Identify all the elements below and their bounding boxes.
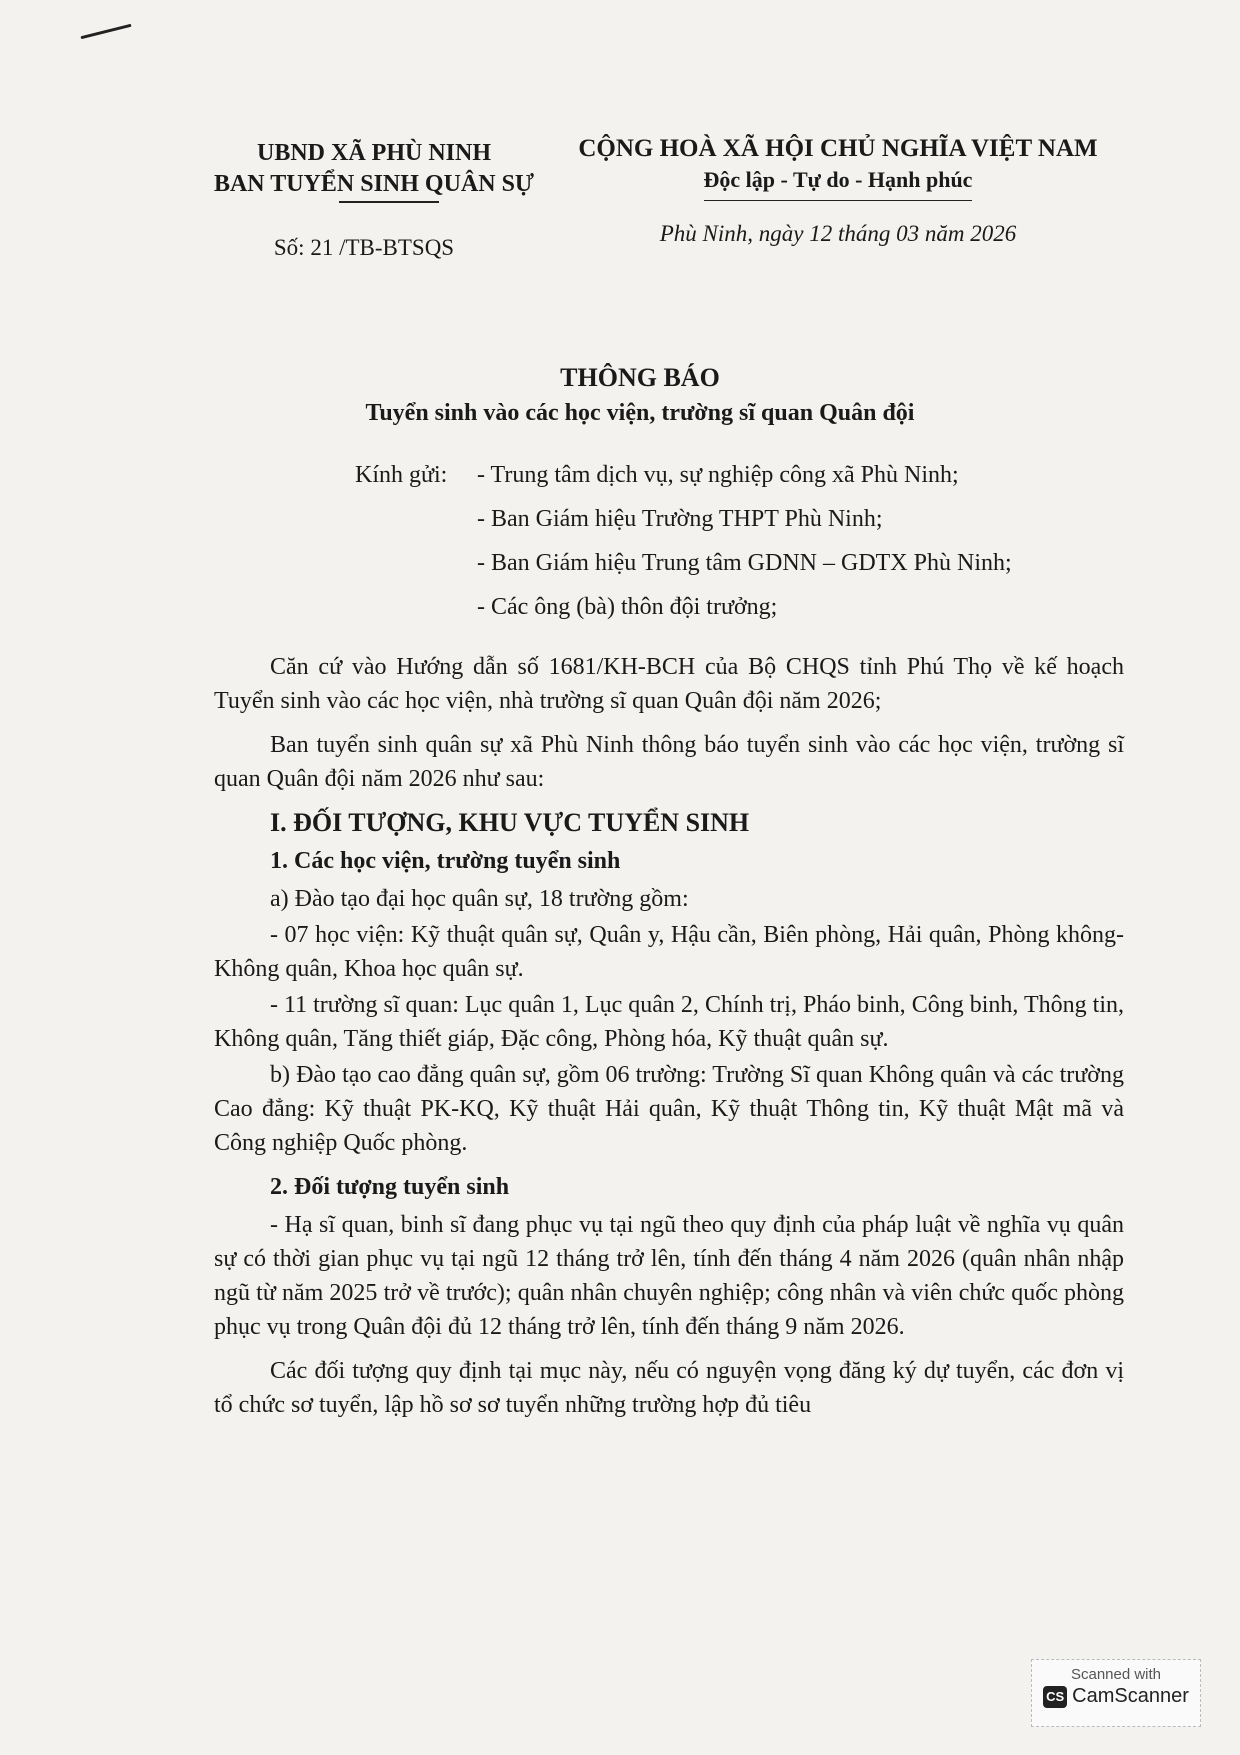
pen-mark (80, 24, 131, 39)
recipient-item: - Trung tâm dịch vụ, sự nghiệp công xã Phù Ninh; (477, 462, 959, 488)
paragraph-eligibility-cont: Các đối tượng quy định tại mục này, nếu có nguyện vọng đăng ký dự tuyển, các đơn vị tổ chức sơ tuyển, lập hồ sơ sơ tuyển những trường hợp đủ tiêu (214, 1358, 1124, 1418)
paragraph-eligibility: - Hạ sĩ quan, binh sĩ đang phục vụ tại ngũ theo quy định của pháp luật về nghĩa vụ quân sự có thời gian phục vụ tại ngũ 12 tháng trở lên, tính đến tháng 4 năm 2026 (quân nhân nhập ngũ từ năm 2025 trở về trước); quân nhân chuyên nghiệp; công nhân và viên chức quốc phòng phục vụ trong Quân đội đủ 12 tháng trở lên, tính đến tháng 9 năm 2026. (214, 1212, 1124, 1340)
recipient-item: - Ban Giám hiệu Trung tâm GDNN – GDTX Phù Ninh; (477, 550, 1012, 576)
org-name-2: BAN TUYỂN SINH QUÂN SỰ (213, 171, 535, 197)
header-left (200, 138, 548, 263)
recipients-label: Kính gửi: (355, 462, 448, 488)
recipients (355, 453, 1012, 629)
document-number: Số: 21 /TB-BTSQS (273, 235, 455, 260)
header-right (568, 133, 1108, 247)
recipient-item: - Các ông (bà) thôn đội trưởng; (477, 594, 778, 620)
paragraph-a: a) Đào tạo đại học quân sự, 18 trường gồm: (270, 886, 689, 912)
paragraph-legal-basis: Căn cứ vào Hướng dẫn số 1681/KH-BCH của Bộ CHQS tỉnh Phú Thọ về kế hoạch Tuyển sinh vào các học viện, nhà trường sĩ quan Quân đội năm 2026; (214, 654, 1124, 714)
motto-wrap (704, 165, 973, 195)
org-name-2-wrap (214, 169, 534, 200)
recipient-row (355, 585, 1012, 629)
paragraph-intro: Ban tuyển sinh quân sự xã Phù Ninh thông báo tuyển sinh vào các học viện, trường sĩ quan Quân đội năm 2026 như sau: (214, 732, 1124, 792)
motto: Độc lập - Tự do - Hạnh phúc (703, 167, 973, 192)
header-left-rule (339, 201, 439, 203)
country-name: CỘNG HOÀ XÃ HỘI CHỦ NGHĨA VIỆT NAM (578, 135, 1098, 162)
paragraph-officer-schools: - 11 trường sĩ quan: Lục quân 1, Lục quân 2, Chính trị, Pháo binh, Công binh, Thông tin, Không quân, Tăng thiết giáp, Đặc công, Phòng hóa, Kỹ thuật quân sự. (214, 992, 1124, 1052)
recipient-item: - Ban Giám hiệu Trường THPT Phù Ninh; (477, 506, 883, 532)
recipient-row (355, 497, 1012, 541)
header-right-rule (704, 200, 973, 202)
camscanner-watermark (1031, 1659, 1201, 1727)
recipient-row (355, 453, 1012, 497)
paragraph-b: b) Đào tạo cao đẳng quân sự, gồm 06 trường: Trường Sĩ quan Không quân và các trường Cao đẳng: Kỹ thuật PK-KQ, Kỹ thuật Hải quân, Kỹ thuật Thông tin, Kỹ thuật Mật mã và Công nghiệp Quốc phòng. (214, 1062, 1124, 1156)
org-name-1: UBND XÃ PHÙ NINH (257, 140, 491, 166)
document-title (200, 360, 1080, 430)
section-heading: I. ĐỐI TƯỢNG, KHU VỰC TUYỂN SINH (270, 808, 750, 837)
document-date: Phù Ninh, ngày 12 tháng 03 năm 2026 (659, 221, 1017, 246)
recipient-row (355, 541, 1012, 585)
watermark-brand-row (1032, 1685, 1200, 1708)
paragraph-academies: - 07 học viện: Kỹ thuật quân sự, Quân y, Hậu cần, Biên phòng, Hải quân, Phòng không-Không quân, Khoa học quân sự. (214, 922, 1124, 982)
subsection-heading: 2. Đối tượng tuyển sinh (270, 1174, 510, 1200)
camscanner-icon: CS (1043, 1686, 1067, 1708)
subsection-heading: 1. Các học viện, trường tuyển sinh (270, 848, 621, 874)
watermark-line1: Scanned with (1070, 1666, 1162, 1683)
document-body (214, 650, 1124, 1432)
title-sub: Tuyển sinh vào các học viện, trường sĩ quan Quân đội (365, 400, 915, 426)
watermark-brand: CamScanner (1072, 1685, 1189, 1707)
title-main: THÔNG BÁO (560, 363, 720, 392)
